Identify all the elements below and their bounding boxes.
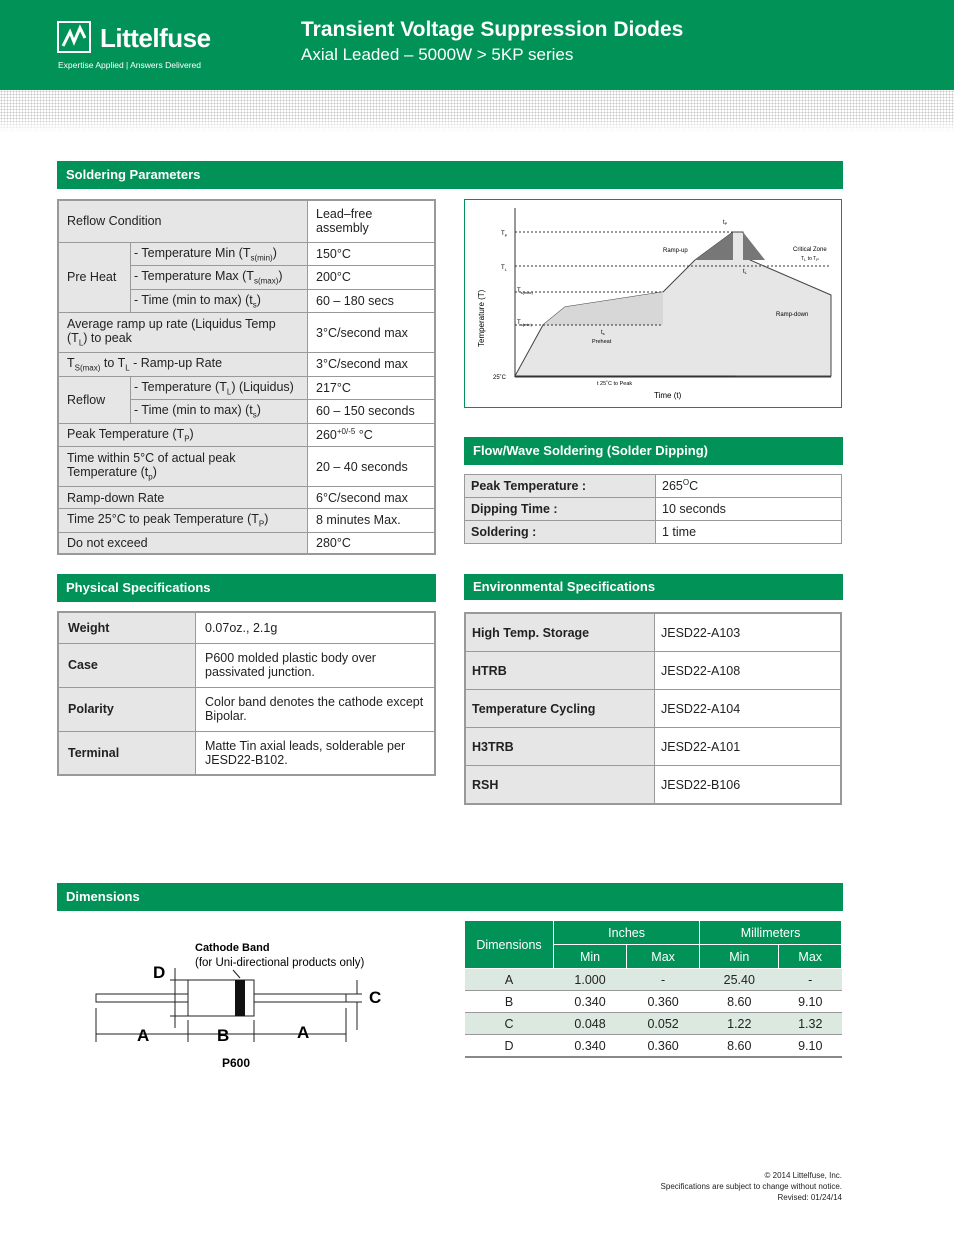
dims-cell: D — [504, 1038, 514, 1053]
environmental-table — [464, 612, 842, 805]
flow-value: $265^OC$ — [656, 475, 842, 498]
time-25-label: Time 25°C to peak Temperature $(T_P)$ — [58, 509, 308, 533]
time-min-max-value: 60 – 180 secs — [308, 289, 436, 313]
ts-to-tl-value: 3°C/second max — [308, 353, 436, 377]
dims-header-dimensions: Dimensions — [465, 921, 554, 969]
t25-label: 25˚C — [493, 375, 507, 381]
peak-temp-label: Peak Temperature $(T_P)$ — [58, 423, 308, 447]
env-key: RSH — [465, 766, 655, 805]
physical-title: Physical Specifications — [66, 580, 211, 595]
env-key: Temperature Cycling — [465, 690, 655, 728]
temp-min-label: - Temperature Min $(T_{s(min)})$ — [131, 242, 308, 266]
dims-header-max: Max — [779, 945, 842, 969]
dims-cell: 1.000 — [554, 969, 627, 991]
table-row — [465, 521, 842, 544]
page-subtitle: Axial Leaded – 5000W > 5KP series — [301, 45, 574, 64]
dims-cell: 0.360 — [647, 1038, 679, 1053]
flow-section-bar — [464, 437, 843, 465]
dims-cell: 9.10 — [779, 991, 842, 1013]
tp-time-label: tP — [723, 220, 728, 226]
dimensions-section-bar — [57, 883, 843, 911]
copyright: © 2014 Littelfuse, Inc. — [764, 1171, 842, 1180]
lead-right — [254, 994, 346, 1002]
preheat-region — [543, 292, 663, 325]
peak-temp-value — [308, 423, 436, 447]
dims-header-min: Min — [554, 945, 627, 969]
table-row — [58, 731, 435, 775]
package-label: P600 — [222, 1056, 251, 1070]
table-row — [465, 991, 842, 1013]
avg-ramp-text: Average ramp up rate (Liquidus Temp — [67, 317, 276, 332]
table-row — [58, 612, 435, 643]
peak-temp-text: Peak Temperature (T — [67, 426, 185, 441]
page-footer — [661, 1170, 842, 1203]
env-key: H3TRB — [465, 728, 655, 766]
not-exceed-label: Do not exceed — [58, 532, 308, 554]
critical-zone-label: Critical Zone — [793, 247, 827, 253]
dims-cell: 1.32 — [779, 1013, 842, 1035]
soldering-section-bar — [57, 161, 843, 189]
pre-heat-label: Pre Heat — [58, 242, 131, 313]
env-value: JESD22-A108 — [655, 652, 842, 690]
temp-max-value: 200°C — [308, 266, 436, 290]
dim-c-label: C — [369, 988, 382, 1007]
phys-key: Polarity — [58, 687, 196, 731]
dims-cell: - — [779, 969, 842, 991]
dims-cell: C — [465, 1013, 554, 1035]
table-row — [58, 643, 435, 687]
dim-a-right-label: A — [297, 1023, 310, 1042]
flow-table — [464, 474, 842, 544]
flow-key: Soldering : — [465, 521, 656, 544]
time-within-text: Time within 5°C of actual peak Temperature (t — [67, 451, 236, 480]
time-min-max-label: - Time (min to max) $(t_s)$ — [131, 289, 308, 313]
flow-key: Dipping Time : — [465, 498, 656, 521]
header-dot-pattern — [0, 90, 954, 132]
brand-tagline: Expertise Applied | Answers Delivered — [58, 60, 202, 70]
reflow-time-label: - Time (min to max) $(t_s)$ — [131, 400, 308, 424]
dimensions-table — [464, 920, 842, 1058]
dims-cell: 1.22 — [700, 1013, 779, 1035]
page-header — [0, 0, 954, 90]
phys-key: Terminal — [58, 731, 196, 775]
ramp-down-label: Ramp-down Rate — [58, 487, 308, 509]
env-value: JESD22-A103 — [655, 613, 842, 652]
dims-header-min: Min — [700, 945, 779, 969]
reflow-time-value: 60 – 150 seconds — [308, 400, 436, 424]
table-row — [465, 728, 841, 766]
phys-key: Weight — [58, 612, 196, 643]
preheat-label: Preheat — [592, 339, 612, 345]
env-key: HTRB — [465, 652, 655, 690]
dims-cell: 0.340 — [554, 991, 627, 1013]
littelfuse-mark-icon — [56, 20, 92, 54]
revision-date: Revised: 01/24/14 — [777, 1193, 842, 1202]
flow-key: Peak Temperature : — [465, 475, 656, 498]
dims-cell: 8.60 — [727, 1038, 752, 1053]
disclaimer: Specifications are subject to change without notice. — [660, 1182, 842, 1191]
ramp-down-value: 6°C/second max — [308, 487, 436, 509]
dims-cell: - — [627, 969, 700, 991]
reflow-temp-value: 217°C — [308, 376, 436, 400]
time-25-value: 8 minutes Max. — [308, 509, 436, 533]
table-row — [465, 613, 841, 652]
dim-a-left-label: A — [137, 1026, 150, 1045]
not-exceed-value: 280°C — [308, 532, 436, 554]
soldering-title: Soldering Parameters — [66, 167, 201, 182]
cathode-band — [235, 980, 245, 1016]
env-key: High Temp. Storage — [465, 613, 655, 652]
p600-outline-drawing — [90, 930, 430, 1080]
env-value: JESD22-A101 — [655, 728, 842, 766]
env-value: JESD22-B106 — [655, 766, 842, 805]
tl-time-label: tL — [743, 269, 747, 275]
temp-min-value: 150°C — [308, 242, 436, 266]
table-row — [58, 687, 435, 731]
tl-label: $T_L$ — [501, 265, 507, 272]
tp-label: $T_P$ — [501, 231, 508, 238]
table-row — [465, 969, 842, 991]
dims-header-mm: Millimeters — [700, 921, 842, 945]
peak-tolerance: +0/-5 — [336, 427, 356, 437]
phys-value: P600 molded plastic body over passivated junction. — [196, 643, 436, 687]
reflow-temp-label: - Temperature $(T_L)$ (Liquidus) — [131, 376, 308, 400]
critical-zone-range: $T_L$ to $T_P$ — [801, 256, 819, 262]
soldering-table — [57, 199, 436, 555]
ts-to-tl-label: $T_{S(max)}$ to $T_L$ - Ramp-up Rate — [58, 353, 308, 377]
peak-unit: °C — [355, 428, 373, 443]
y-axis-label: Temperature (T) — [477, 289, 486, 347]
table-row — [465, 690, 841, 728]
dims-cell: 9.10 — [798, 1038, 823, 1053]
ramp-down-graph-label: Ramp-down — [776, 312, 809, 318]
cathode-band-note: (for Uni-directional products only) — [195, 957, 365, 969]
phys-value: Color band denotes the cathode except Bipolar. — [196, 687, 436, 731]
reflow-label: Reflow — [58, 376, 131, 423]
dims-cell: 25.40 — [700, 969, 779, 991]
dims-header-max: Max — [627, 945, 700, 969]
time-25-text: Time 25°C to peak Temperature (T — [67, 512, 259, 526]
brand-name: Littelfuse — [100, 23, 211, 53]
peak-temp-dip: 265 — [662, 479, 683, 494]
cathode-pointer — [233, 970, 240, 978]
avg-ramp-label: Average ramp up rate (Liquidus Temp $(T_L)$ to peak — [58, 313, 308, 353]
physical-section-bar — [57, 574, 436, 602]
dims-cell: A — [465, 969, 554, 991]
reflow-profile-svg — [465, 200, 841, 407]
time-within-value: 20 – 40 seconds — [308, 447, 436, 487]
dims-cell: 0.048 — [554, 1013, 627, 1035]
reflow-condition-label: Reflow Condition — [58, 200, 308, 242]
x-axis-label: Time (t) — [654, 391, 682, 400]
env-value: JESD22-A104 — [655, 690, 842, 728]
flow-title: Flow/Wave Soldering (Solder Dipping) — [473, 443, 708, 458]
critical-zone-right — [743, 232, 765, 260]
phys-value: 0.07oz., 2.1g — [196, 612, 436, 643]
dims-cell: 0.052 — [627, 1013, 700, 1035]
environmental-section-bar — [464, 574, 843, 600]
page-title: Transient Voltage Suppression Diodes — [301, 18, 684, 41]
ts-label: ts — [601, 330, 605, 336]
cathode-band-label: Cathode Band — [195, 942, 270, 954]
lead-left — [96, 994, 188, 1002]
dim-b-label: B — [217, 1026, 230, 1045]
table-row — [465, 1035, 842, 1058]
avg-ramp-value: 3°C/second max — [308, 313, 436, 353]
reflow-condition-value: Lead–free assembly — [308, 200, 436, 242]
tsmin-label: $T_{s(min)}$ — [517, 320, 532, 327]
dimensions-title: Dimensions — [66, 889, 140, 904]
t25-peak-label: t 25˚C to Peak — [597, 381, 633, 387]
environmental-title: Environmental Specifications — [473, 579, 656, 594]
dims-cell: 8.60 — [700, 991, 779, 1013]
dims-header-inches: Inches — [554, 921, 700, 945]
table-row — [465, 498, 842, 521]
dims-cell: 0.340 — [574, 1038, 606, 1053]
to-peak-text: ) to peak — [83, 331, 132, 346]
tsmax-label: $T_{s(max)}$ — [517, 288, 533, 295]
p600-drawing-svg — [90, 930, 430, 1080]
ramp-up-label: Ramp-up — [663, 248, 688, 254]
flow-value: 10 seconds — [656, 498, 842, 521]
table-row — [465, 1013, 842, 1035]
dims-cell: B — [465, 991, 554, 1013]
temp-max-label: - Temperature Max $(T_{s(max)})$ — [131, 266, 308, 290]
phys-value: Matte Tin axial leads, solderable per JESD22-B102. — [196, 731, 436, 775]
table-row — [465, 652, 841, 690]
peak-temp-number: 260 — [316, 428, 337, 443]
table-row — [465, 766, 841, 805]
reflow-profile-graph — [464, 199, 842, 408]
time-within-label: Time within 5°C of actual peak Temperature $(t_p)$ — [58, 447, 308, 487]
table-row — [465, 475, 842, 498]
flow-value: 1 time — [656, 521, 842, 544]
physical-table — [57, 611, 436, 776]
dims-cell: 0.360 — [627, 991, 700, 1013]
phys-key: Case — [58, 643, 196, 687]
dim-d-label: D — [153, 963, 166, 982]
